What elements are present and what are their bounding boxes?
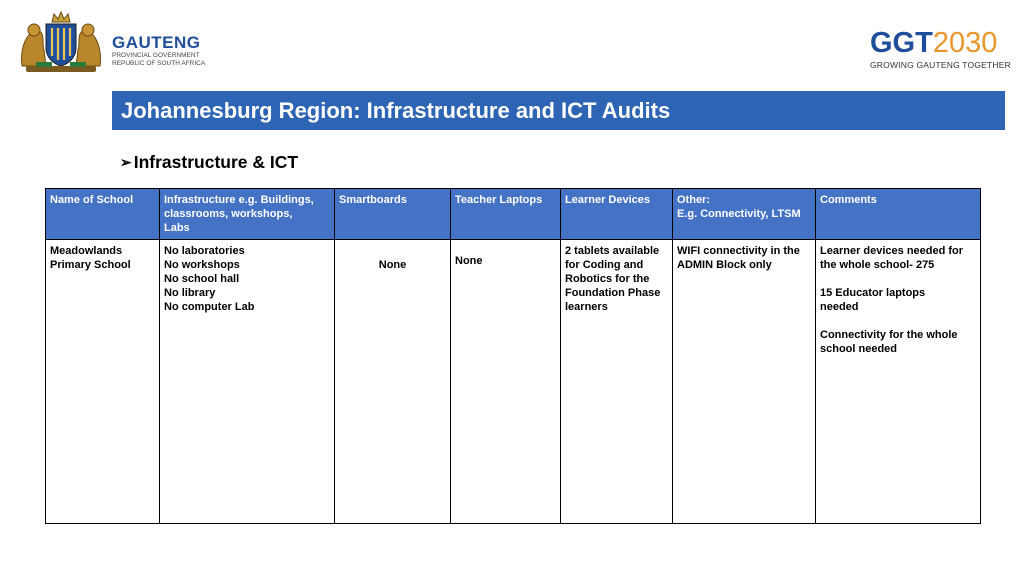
header-comments: Comments bbox=[816, 189, 981, 240]
audit-table bbox=[45, 188, 981, 524]
header-other: Other: E.g. Connectivity, LTSM bbox=[673, 189, 816, 240]
header-school: Name of School bbox=[46, 189, 160, 240]
arrow-bullet-icon: ➢ bbox=[120, 154, 132, 170]
section-heading-text: Infrastructure & ICT bbox=[133, 152, 299, 172]
page-title: Johannesburg Region: Infrastructure and ICT Audits bbox=[121, 97, 671, 123]
ggt-tagline: GROWING GAUTENG TOGETHER bbox=[870, 60, 1011, 70]
coat-of-arms-icon bbox=[16, 8, 106, 74]
ggt2030-logo bbox=[870, 28, 1010, 70]
gauteng-sub-line2: REPUBLIC OF SOUTH AFRICA bbox=[112, 60, 206, 67]
cell-teacher-laptops: None bbox=[451, 240, 561, 524]
header-teacher-laptops: Teacher Laptops bbox=[451, 189, 561, 240]
cell-comments: Learner devices needed for the whole school- 275 15 Educator laptops needed Connectivity for the whole school needed bbox=[816, 240, 981, 524]
header-smartboards: Smartboards bbox=[335, 189, 451, 240]
cell-smartboards: None bbox=[335, 240, 451, 524]
gauteng-government-logo bbox=[16, 8, 206, 74]
ggt-year: 2030 bbox=[932, 27, 998, 59]
header-infrastructure: Infrastructure e.g. Buildings, classrooms, workshops, Labs bbox=[160, 189, 335, 240]
cell-school: Meadowlands Primary School bbox=[46, 240, 160, 524]
table-header-row bbox=[46, 189, 981, 240]
cell-other: WIFI connectivity in the ADMIN Block only bbox=[673, 240, 816, 524]
gauteng-name: GAUTENG bbox=[112, 33, 201, 52]
table-row bbox=[46, 240, 981, 524]
cell-infrastructure: No laboratories No workshops No school hall No library No computer Lab bbox=[160, 240, 335, 524]
ggt-letters: GGT bbox=[870, 27, 933, 59]
header-learner-devices: Learner Devices bbox=[561, 189, 673, 240]
title-bar bbox=[112, 91, 1005, 130]
cell-learner-devices: 2 tablets available for Coding and Robotics for the Foundation Phase learners bbox=[561, 240, 673, 524]
gauteng-sub-line1: PROVINCIAL GOVERNMENT bbox=[112, 52, 200, 59]
section-heading bbox=[120, 152, 298, 173]
